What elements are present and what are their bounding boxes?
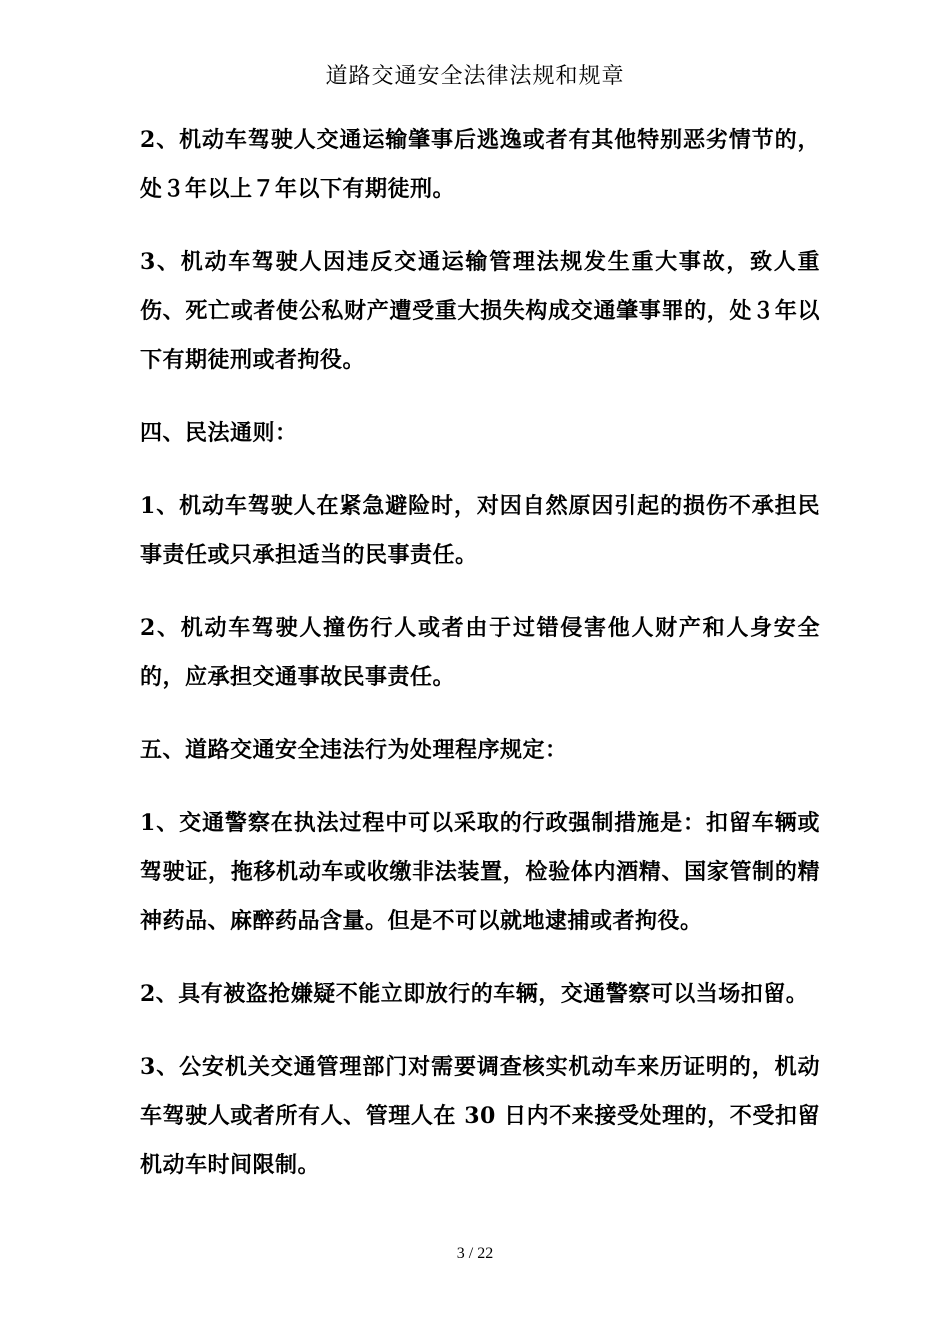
page-header-title: 道路交通安全法律法规和规章 [325, 64, 625, 89]
section-heading-civil-law: 四、民法通则： [140, 420, 298, 446]
paragraph-criminal-law-3: 3、机动车驾驶人因违反交通运输管理法规发生重大事故，致人重伤、死亡或者使公私财产遭受重大损失构成交通肇事罪的，处３年以下有期徒刑或者拘役。 [140, 249, 820, 373]
paragraph-procedure-3: 3、公安机关交通管理部门对需要调查核实机动车来历证明的，机动车驾驶人或者所有人、管理人在 30 日内不来接受处理的，不受扣留机动车时间限制。 [140, 1054, 820, 1178]
paragraph-procedure-1: 1、交通警察在执法过程中可以采取的行政强制措施是：扣留车辆或驾驶证，拖移机动车或收缴非法装置，检验体内酒精、国家管制的精神药品、麻醉药品含量。但是不可以就地逮捕或者拘役。 [140, 810, 820, 934]
paragraph-civil-law-2: 2、机动车驾驶人撞伤行人或者由于过错侵害他人财产和人身安全的，应承担交通事故民事责任。 [140, 615, 820, 690]
paragraph-civil-law-1: 1、机动车驾驶人在紧急避险时，对因自然原因引起的损伤不承担民事责任或只承担适当的民事责任。 [140, 493, 820, 568]
paragraph-criminal-law-2: 2、机动车驾驶人交通运输肇事后逃逸或者有其他特别恶劣情节的，处３年以上７年以下有期徒刑。 [140, 127, 820, 202]
paragraph-procedure-2: 2、具有被盗抢嫌疑不能立即放行的车辆，交通警察可以当场扣留。 [140, 981, 809, 1007]
page-number: 3 / 22 [456, 1245, 494, 1262]
section-heading-procedure-rules: 五、道路交通安全违法行为处理程序规定： [140, 737, 568, 763]
document-body [140, 116, 820, 1214]
